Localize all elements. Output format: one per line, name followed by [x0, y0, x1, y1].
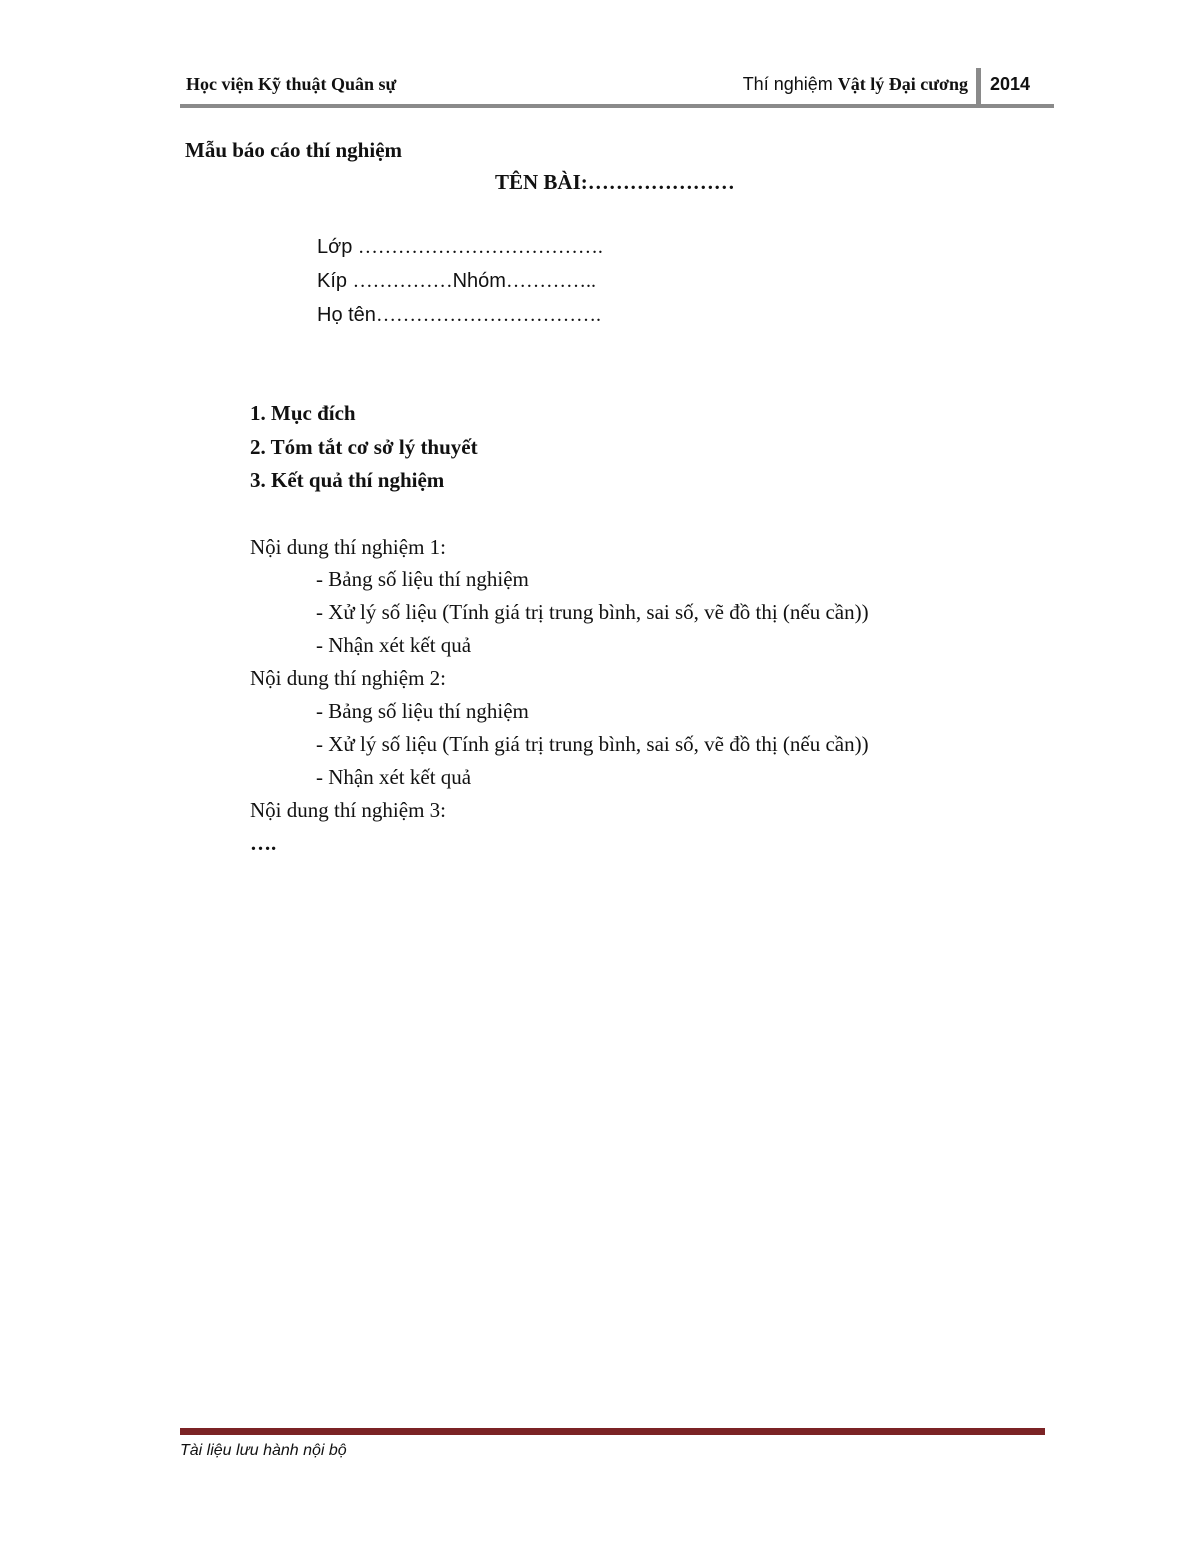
- shift-label: Kíp: [317, 270, 353, 292]
- header-subject: [743, 74, 968, 95]
- experiment-item: - Bảng số liệu thí nghiệm: [316, 567, 529, 591]
- shift-group-field: [317, 270, 596, 293]
- class-blank: ……………………………….: [357, 236, 603, 258]
- group-label: Nhóm: [452, 270, 506, 292]
- class-field: [317, 236, 603, 259]
- experiment-item: - Bảng số liệu thí nghiệm: [316, 699, 529, 723]
- lesson-title: TÊN BÀI:…………………: [495, 170, 735, 194]
- header-year: 2014: [990, 74, 1031, 94]
- section-heading: 3. Kết quả thí nghiệm: [250, 468, 445, 492]
- report-title: Mẫu báo cáo thí nghiệm: [185, 138, 403, 162]
- class-label: Lớp: [317, 236, 358, 258]
- name-blank: …………………………….: [375, 304, 601, 326]
- experiment-item: - Xử lý số liệu (Tính giá trị trung bình, sai số, vẽ đồ thị (nếu cần)): [316, 600, 869, 624]
- name-field: [317, 304, 601, 327]
- header-subject-prefix: Thí nghiệm: [742, 74, 838, 94]
- experiment-title: Nội dung thí nghiệm 2:: [250, 666, 446, 690]
- header-institution: Học viện Kỹ thuật Quân sự: [186, 74, 397, 94]
- continuation-ellipsis: ….: [250, 831, 277, 855]
- experiment-item: - Nhận xét kết quả: [316, 765, 472, 789]
- experiment-title: Nội dung thí nghiệm 3:: [250, 798, 446, 822]
- experiment-title: Nội dung thí nghiệm 1:: [250, 535, 446, 559]
- footer-rule: [180, 1428, 1045, 1435]
- footer-note: Tài liệu lưu hành nội bộ: [180, 1442, 347, 1459]
- shift-blank: ……………: [352, 270, 453, 292]
- name-label: Họ tên: [317, 304, 376, 326]
- header-subject-name: Vật lý Đại cương: [837, 74, 968, 94]
- page-header: [180, 66, 1054, 106]
- experiment-item: - Xử lý số liệu (Tính giá trị trung bình, sai số, vẽ đồ thị (nếu cần)): [316, 732, 869, 756]
- experiment-item: - Nhận xét kết quả: [316, 633, 472, 657]
- header-separator: [976, 68, 981, 106]
- section-heading: 2. Tóm tắt cơ sở lý thuyết: [250, 435, 478, 459]
- section-heading: 1. Mục đích: [250, 401, 356, 425]
- group-blank: …………..: [505, 270, 596, 292]
- header-rule: [180, 104, 1054, 108]
